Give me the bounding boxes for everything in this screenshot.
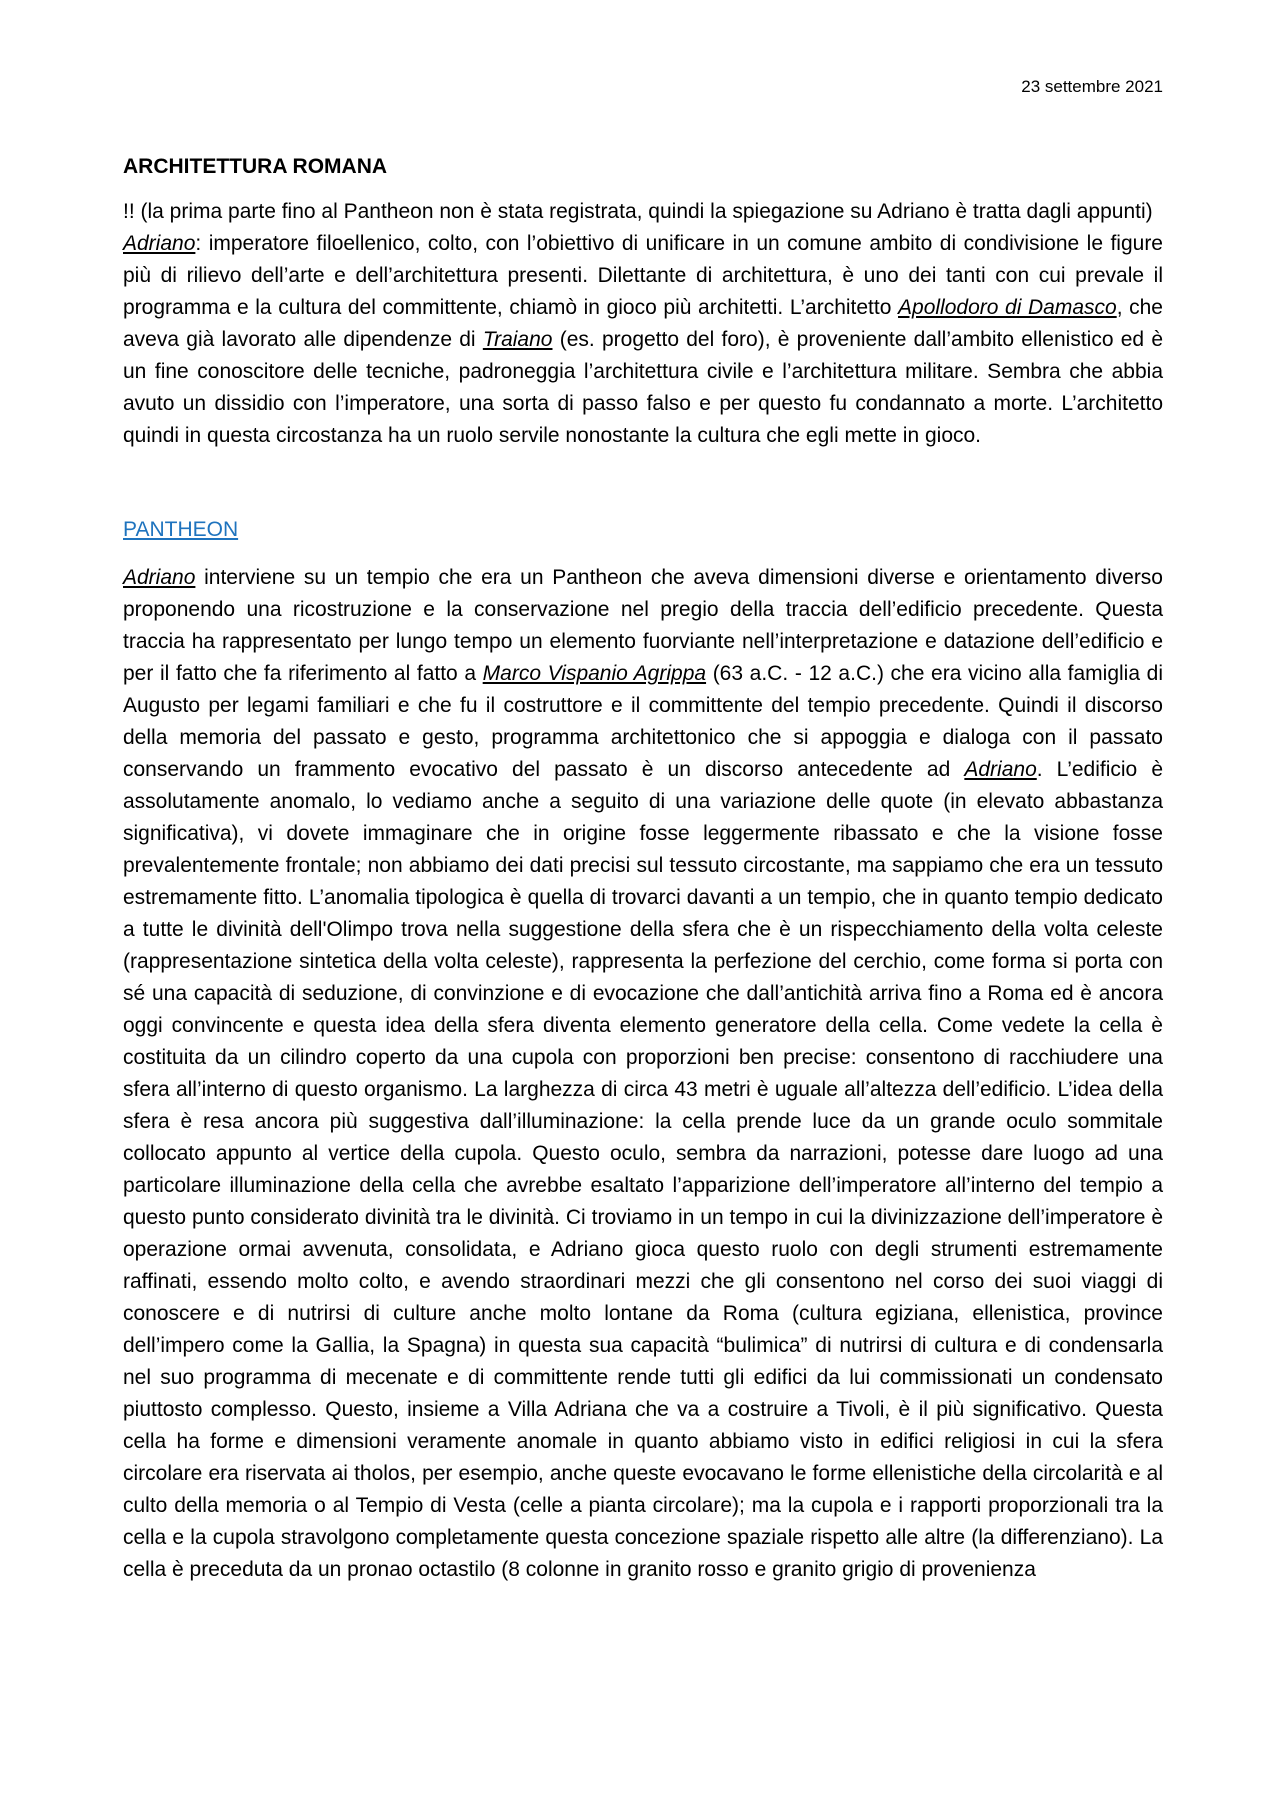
pantheon-text-3: . L’edificio è assolutamente anomalo, lo vediamo anche a seguito di una variazione delle quote (in elevato abbastanza significativa), vi dovete immaginare che in origine fosse leggermente ribassato e che la visione fosse prevalentemente frontale; non abbiamo dei dati precisi sul tessuto circostante, ma sappiamo che era un tessuto estremamente fitto. L’anomalia tipologica è quella di trovarci davanti a un tempio, che in quanto tempio dedicato a tutte le divinità dell'Olimpo trova nella suggestione della sfera che è un rispecchiamento della volta celeste (rappresentazione sintetica della volta celeste), rappresenta la perfezione del cerchio, come forma si porta con sé una capacità di seduzione, di convinzione e di evocazione che dall’antichità arriva fino a Roma ed è ancora oggi convincente e questa idea della sfera diventa elemento generatore della cella. Come vedete la cella è costituita da un cilindro coperto da una cupola con proporzioni ben precise: consentono di racchiudere una sfera all’interno di questo organismo. La larghezza di circa 43 metri è uguale all’altezza dell’edificio. L’idea della sfera è resa ancora più suggestiva dall’illuminazione: la cella prende luce da un grande oculo sommitale collocato appunto al vertice della cupola. Questo oculo, sembra da narrazioni, potesse dare luogo ad una particolare illuminazione della cella che avrebbe esaltato l’apparizione dell’imperatore all’interno del tempio a questo punto considerato divinità tra le divinità. Ci troviamo in un tempo in cui la divinizzazione dell’imperatore è operazione ormai avvenuta, consolidata, e Adriano gioca questo ruolo con degli strumenti estremamente raffinati, essendo molto colto, e avendo straordinari mezzi che gli consentono nel corso dei suoi viaggi di conoscere e di nutrirsi di culture anche molto lontane da Roma (cultura egiziana, ellenistica, province dell’impero come la Gallia, la Spagna) in questa sua capacità “bulimica” di nutrirsi di cultura e di condensarla nel suo programma di mecenate e di committente rende tutti gli edifici da lui commissionati un condensato piuttosto complesso. Questo, insieme a Villa Adriana che va a costruire a Tivoli, è il più significativo. Questa cella ha forme e dimensioni veramente anomale in quanto abbiamo visto in edifici religiosi in cui la sfera circolare era riservata ai tholos, per esempio, anche queste evocavano le forme ellenistiche della circolarità e al culto della memoria o al Tempio di Vesta (celle a pianta circolare); ma la cupola e i rapporti proporzionali tra la cella e la cupola stravolgono completamente questa concezione spaziale rispetto alle altre (la differenziano). La cella è preceduta da un pronao octastilo (8 colonne in granito rosso e granito grigio di provenienza — [123, 758, 1163, 1581]
ref-adriano[interactable]: Adriano — [123, 232, 196, 255]
ref-traiano[interactable]: Traiano — [482, 328, 553, 351]
intro-paragraph — [123, 228, 1163, 452]
intro-text-2: , che aveva già lavorato alle dipendenze di — [123, 296, 1163, 351]
pantheon-text-2: (63 a.C. - 12 a.C.) che era vicino alla famiglia di Augusto per legami familiari e che fu il costruttore e il committente del tempio precedente. Quindi il discorso della memoria del passato e gesto, programma architettonico che si appoggia e dialoga con il passato conservando un frammento evocativo del passato è un discorso antecedente ad — [123, 662, 1164, 781]
ref-agrippa[interactable]: Marco Vispanio Agrippa — [482, 662, 707, 685]
document-body — [123, 151, 1163, 1586]
section-title-pantheon[interactable]: PANTHEON — [123, 518, 239, 541]
ref-adriano[interactable]: Adriano — [123, 566, 196, 589]
pantheon-paragraph — [123, 562, 1163, 1586]
intro-text-3: (es. progetto del foro), è proveniente dall’ambito ellenistico ed è un fine conoscitore delle tecniche, padroneggia l’architettura civile e l’architettura militare. Sembra che abbia avuto un dissidio con l’imperatore, una sorta di passo falso e per questo fu condannato a morte. L’architetto quindi in questa circostanza ha un ruolo servile nonostante la cultura che egli mette in gioco. — [123, 328, 1163, 447]
recording-note: !! (la prima parte fino al Pantheon non è stata registrata, quindi la spiegazione su Adriano è tratta dagli appunti) — [123, 200, 1153, 223]
ref-adriano[interactable]: Adriano — [964, 758, 1037, 781]
intro-text-1: : imperatore filoellenico, colto, con l’obiettivo di unificare in un comune ambito di condivisione le figure più di rilievo dell’arte e dell’architettura presenti. Dilettante di architettura, è uno dei tanti con cui prevale il programma e la cultura del committente, chiamò in gioco più architetti. L’architetto — [123, 232, 1163, 319]
pantheon-text-1: interviene su un tempio che era un Pantheon che aveva dimensioni diverse e orientamento diverso proponendo una ricostruzione e la conservazione nel pregio della traccia dell’edificio precedente. Questa traccia ha rappresentato per lungo tempo un elemento fuorviante nell’interpretazione e datazione dell’edificio e per il fatto che fa riferimento al fatto a — [123, 566, 1163, 685]
page-date: 23 settembre 2021 — [1021, 77, 1163, 96]
ref-apollodoro[interactable]: Apollodoro di Damasco — [898, 296, 1117, 319]
document-title: ARCHITETTURA ROMANA — [123, 155, 388, 178]
